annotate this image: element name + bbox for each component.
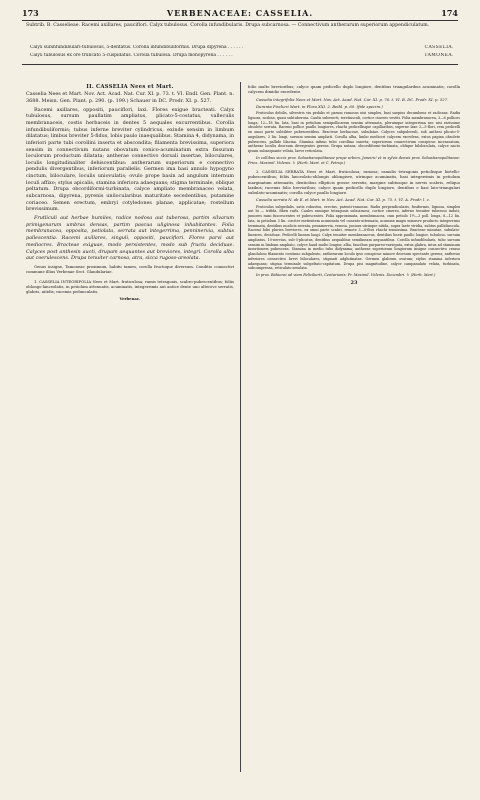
key-row-1: Calyx subinfundibulari-tubulosus, 5-dentatus. Corolla infundibuliformis. Drupa dipyrena . . . . . . CASSELIA.	[30, 45, 454, 50]
synonym-2: Duranta Fischeri Mart. in Flora XXI. 2. Beibl. p. 60. (fide specim.)	[256, 103, 383, 109]
genus-habit: Frutliculi aut herbae humiles, radice nodosa aut tuberosa, partim silvarum primigenarum umbras densas, partim pascua uliginosa inhabitantes. Folia membranacea, opposita, petiolata, serrata aut integerrima, penninervia, subtus pallescentia. Racemi axillares, singuli, oppositi, pauciflori. Flores parvi aut mediocres. Bracteae exiguae, modo persistentes, modo sub fructu deciduae. Calyces post anthesin aucti, drupam aequantes aut breviores, integri. Corolla alba aut coerulescens. Drupa tenuiter carnosa, atra, sicca rugoso-areolata.	[26, 215, 234, 262]
species-1: 1. CASSELIA INTEGRIFOLIA Nees et Mart. fruticulosa; ramis tetragonis, scabro-pubescentibus; foliis oblongo-lanceolatis, in petiolum attenuatis, acuminatis, integerrimis aut antice dente uno alterove serratis, glabris, nitidis; racemis pedunculatis,	[26, 278, 234, 295]
key-text-1: Calyx subinfundibulari-tubulosus, 5-dentatus. Corolla infundibuliformis. Drupa dipyrena	[30, 45, 227, 50]
key-genus-2: TAMONEA.	[424, 53, 454, 58]
species-1-description: Fruticulus debilis, silvestris vix pedalis et parum ramosus nisi simplex, basi saepius decumbens et radicans. Radix lignosa, nodosa, quasi subtuberosa. Caulis suberecti, teretiusculi, cortice cinereo vestiti. Folia membranacea, 3—6 pollices longa, 12—18 lin. lata, basi in petiolum semipollicarem sensim attenuata, plerumque integerrima nec nisi rarissime obsolete serrata. Racemi pollice paullo longiores, rhachi pedicellisque capillaribus, superne laxe 3—5-flori, rem pedicelli ex omni parte subtiliter pubescentibus. Bracteae herbaceae, subulatae. Calyces subpuberuli, sub anthesi plicato-5-angulares, 3 lin. longi, sursum sensim ampliati. Corolla alba, limbo mediocri calycem excedens, extus pagina obsolete pubescens, pallide lilacina. Stamina infimo tubo corollino inserta; superiorum connectivum conspicue incrassatum, antherae loculis deorsum divergentes gerens. Drupa nutans, obcordiformi-turbinata, oblique bilobiculata, calyce nacto ipsum subaequante velata, laeve reticulata.	[248, 111, 460, 154]
genus-title: II. CASSELIA Nees et Mart.	[86, 84, 174, 90]
synonym-1: Casselia integrifolia Nees et Mart. Nov. Act. Acad. Nat. Cur. XI. p. 76. t. VI. B. DC. Prodr. XI. p. 527.	[256, 96, 449, 102]
signature-mark: Verbenac.	[119, 296, 141, 302]
key-rule	[22, 64, 458, 65]
key-text-2: Calyx tubulosus ex ore truncato 5-cuspidatus. Corolla tubulosa. Drupa monopyrena	[30, 53, 216, 58]
running-header	[22, 8, 458, 20]
species-2-locality: In prov. Bahiensi ad viam Feliciberti, Centurionis: Pr. Maximil. Videnis. Decembri. ♄ (Herb. Mart.)	[256, 273, 436, 278]
header-rule	[22, 20, 458, 21]
running-title: VERBENACEAE: CASSELIA.	[166, 8, 314, 18]
species-2-description: Fruticulus subpedalis, satis robustus, erectus, patenti-ramosus. Radix perpendicularis, fusiformis, lignosa, simplex aut bi — trifida, fibris rarls. Caules ramique tetragonis subcarnosi; cortice cinereo, inferne tenuiter tuberoso induti; juniores rami fuscescentes et pubescentes. Folia approximata, membranacea, cum petiolo 1½—3 poll. longa, 8—12 lin. lata, in petiolum 3 lin. circiter metientem acuminata vel cuneato-attenuata, acumine magis minusve producto integerrimo terminata, dentibus modicis serrata, penninervia, venosa, juniora utrinque nitida, supra laete viridia, subtus pallidiuscula. Racemi folio pluries breviores, ex omni parte scabri, remote 3—8-flori rhachi tenuissima. Bracteae minutae, subulato-lineares, deciduae. Pedicelli lineam longi. Calyx tenuiter membranaceus, dentibus lineis paullo longior, tubuloso, sursum ampliatus, 10-nervius, sub-5-plicatus, dentibus aequalibus semilineam aequantibus. Corolla infundibularis, tubo sursum sensim in limbum ampliato, calyce haud multo longior, alba, faucibus purpureo-variegata, extus glabra, intus ad staminum insertionem pubescens. Stamina in medio tubo didynama; antherae superiorum longiorum insigne connectivo crasso glanduloso filamento continuo subgaleato, antherarum loculo ipso conspicue minore deorsum spectante gerens; antherae inferiores connectivo brevi biloculares, stigmati adglutinatae. Germen glabrum ovatum; stylus stamina inferiora adaequans; stigma terminale subpeltato-capitatum. Drupa pisi magnitudine, calyce campanulato velata, turbinata, subcompressa, reticulato-areolata.	[248, 204, 460, 271]
key-row-2: Calyx tubulosus ex ore truncato 5-cuspidatus. Corolla tubulosa. Drupa monopyrena . . . . . . TAMONEA.	[30, 53, 454, 58]
genus-description: Racemi axillares, oppositi, pauciflori, laxi. Flores exigue bracteati. Calyx tubulosus, sursum paullatim ampliatus, plicato-5-costatus, valleculis membranaceis, costis herbaceis in dentes 5 aequales excurrentibus. Corolla infundibuliformis; tubus inferne breviter cylindricus, exinde sensim in limbum dilatatus; limbus breviter 5-fidus, lobis paulo inaequalibus. Stamina 4, didynama, in inferiori parte tubi corollini inserta et abscondita; filamenta brevissima, superiora sensim in connectivum nutans obovatum conico-acuminatum extra fissuram loculorum productum dilatata; antherae connectivo dorsali insertae, biloculares, loculis longitudinaliter dehiscentibus: antherarum superiorum e connectivo pendulis divergentibus, inferiorum parallelis. Germen ima basi annulo hypogyno cinctum, biloculare, loculis uniovulatis; ovulo prope basin ad angulum internum loculi affixo; stylus apicalis, stamina inferiora adaequans; stigma terminale, oblique peltatum. Drupa obcordiformi-turbinata, calyce ampliato membranaceo velata, subcarnosa, dipyrena, pyrenis unilocularibus maturitate secedentibus, putamine coriaceo. Semen erectum, embryi cotyledones planae, applicatae; rostellum brevissimum.	[26, 106, 234, 213]
genus-references: Casselia Nees et Mart. Nov. Act. Acad. Nat. Cur. XI. p. 73. t. VI. Endl. Gen. Plant. n. 3688. Meisn. Gen. Plant. p. 290. (p. 199.) Schauer in DC. Prodr. XI. p. 527.	[26, 91, 234, 104]
genus-note: Genus insigne, Tamoneae proximum, habitu tamen, corolla fructuque diversum. Conditio connectivi commune illius Verbenae Sect. Glandulariae.	[26, 263, 234, 275]
sheet-number: 23	[350, 280, 358, 287]
left-page-number: 173	[22, 8, 39, 18]
key-genus-1: CASSELIA.	[424, 45, 454, 50]
right-column	[248, 84, 460, 288]
column-divider	[240, 82, 241, 772]
species-1-locality: In collibus siccis prov. Sebastianopolitanae prope urbem, Janeiro! et in sylvis densis prov. Sebastianopolitanae: Prinz. Maximil. Videnis. ♄ (Herb. Mart. et C. Petrop.)	[248, 155, 460, 165]
synonym-3: Casselia serrata N. ab E. et Mart. in Nov. Act. Acad. Nat. Cur. XI. p. 75. t. VI. A. Prodr. l. c.	[256, 197, 431, 203]
right-page-number: 174	[441, 8, 458, 18]
left-column	[26, 84, 234, 304]
species-2: 2. CASSELIA SERRATA Nees et Mart. fruticulosa; ramosa; ramulis tetragonis petiolisque hirtello-pubescentibus; foliis lanceolato-oblongis oblongisve, utrinque acuminatis, basi integerrimis in petiolum marginatum attenuatis, denticibus ellipticis grosse serratis, margine subtusque in nervis scabris, reliquo laxibus; racemis folio brevioribus; calyce quam pedicello duplo longiore, dentibus e basi lato-triangulari subulato-acuminatis; corolla calyce paullo longiore.	[248, 168, 460, 196]
subtribe-diagnosis: Subtrib. B. Casselieae. Racemi axillares, pauciflori. Calyx tubulosus. Corolla infundibularis. Drupa subcarnosa. — Connectivum antherarum superiorum appendiculatum.	[26, 23, 430, 28]
species-1-continued: folio multo brevioribus; calyce quam pedicello duplo longiore, dentibus triangularibus acuminatis; corolla calycem dimidio excedente.	[248, 84, 460, 95]
